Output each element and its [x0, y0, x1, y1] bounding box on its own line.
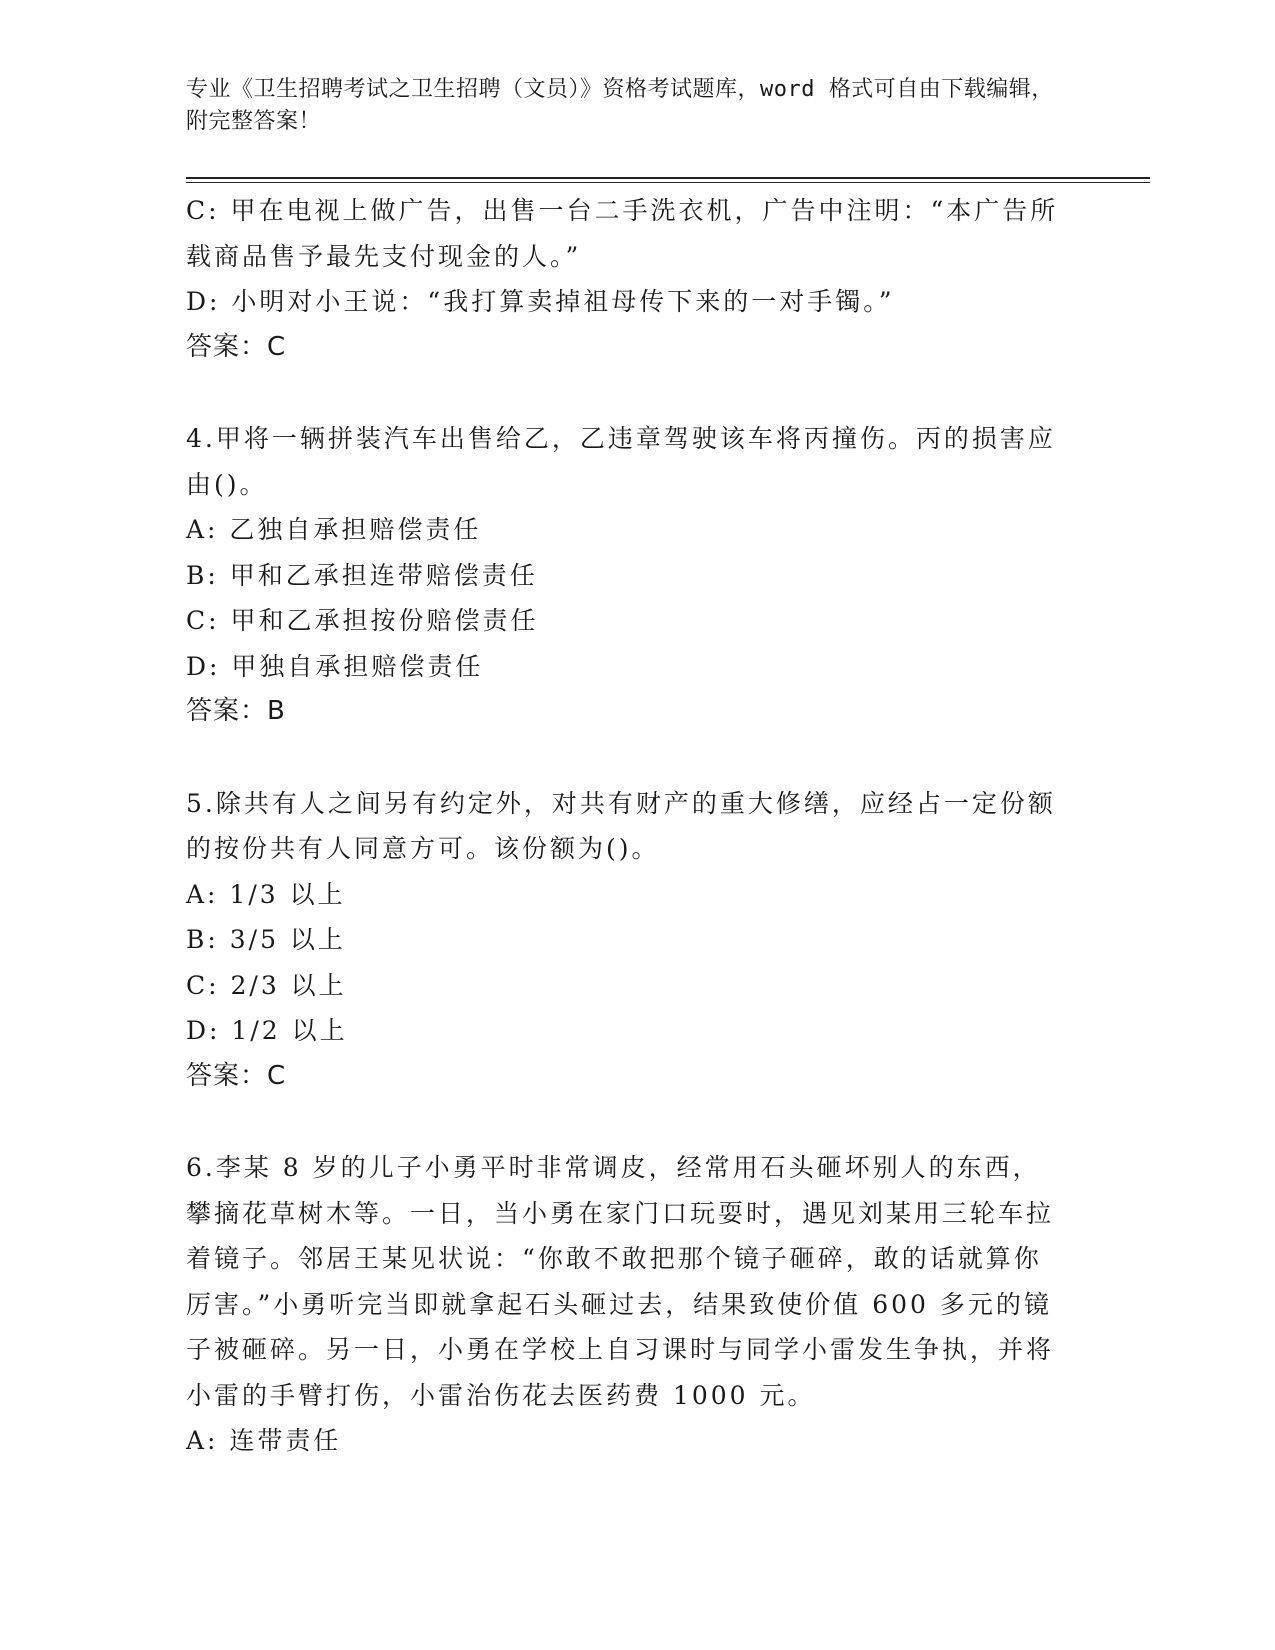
question-block — [186, 416, 1066, 735]
option-b: B: 3/5 以上 — [186, 925, 346, 954]
option-c: C: 甲在电视上做广告，出售一台二手洗衣机，广告中注明：“本广告所载商品售予最先支付现金的人。” — [186, 196, 1059, 271]
option-d: D: 小明对小王说：“我打算卖掉祖母传下来的一对手镯。” — [186, 287, 895, 316]
answer-label: 答案：C — [186, 331, 287, 362]
question-block — [186, 1145, 1066, 1464]
answer-label: 答案：C — [186, 1060, 287, 1091]
answer-label: 答案：B — [186, 696, 286, 726]
header-divider-thick — [186, 177, 1150, 179]
question-block — [186, 188, 1066, 370]
question-list — [186, 188, 1066, 1464]
option-c: C: 2/3 以上 — [186, 970, 347, 1000]
question-stem: 4.甲将一辆拼装汽车出售给乙，乙违章驾驶该车将丙撞伤。丙的损害应由()。 — [186, 424, 1056, 499]
option-c: C: 甲和乙承担按份赔偿责任 — [186, 606, 539, 635]
option-a: A: 连带责任 — [186, 1426, 342, 1455]
header-divider-thin — [186, 182, 1150, 183]
option-d: D: 1/2 以上 — [186, 1016, 348, 1045]
question-stem: 5.除共有人之间另有约定外，对共有财产的重大修缮，应经占一定份额的按份共有人同意方可。该份额为()。 — [186, 788, 1056, 863]
question-block — [186, 781, 1066, 1100]
document-header — [186, 74, 1066, 138]
question-stem: 6.李某 8 岁的儿子小勇平时非常调皮，经常用石头砸坏别人的东西，攀摘花草树木等。一日，当小勇在家门口玩耍时，遇见刘某用三轮车拉着镜子。邻居王某见状说：“你敢不敢把那个镜子砸碎，敢的话就算你厉害。”小勇听完当即就拿起石头砸过去，结果致使价值 600 多元的镜子被砸碎。另一日，小勇在学校上自习课时与同学小雷发生争执，并将小雷的手臂打伤，小雷治伤花去医药费 1000 元。 — [186, 1153, 1055, 1410]
option-b: B: 甲和乙承担连带赔偿责任 — [186, 560, 538, 590]
option-a: A: 乙独自承担赔偿责任 — [186, 515, 482, 544]
option-d: D: 甲独自承担赔偿责任 — [186, 651, 484, 681]
header-title: 专业《卫生招聘考试之卫生招聘（文员）》资格考试题库，word 格式可自由下载编辑，附完整答案！ — [186, 77, 1054, 134]
option-a: A: 1/3 以上 — [186, 879, 346, 909]
